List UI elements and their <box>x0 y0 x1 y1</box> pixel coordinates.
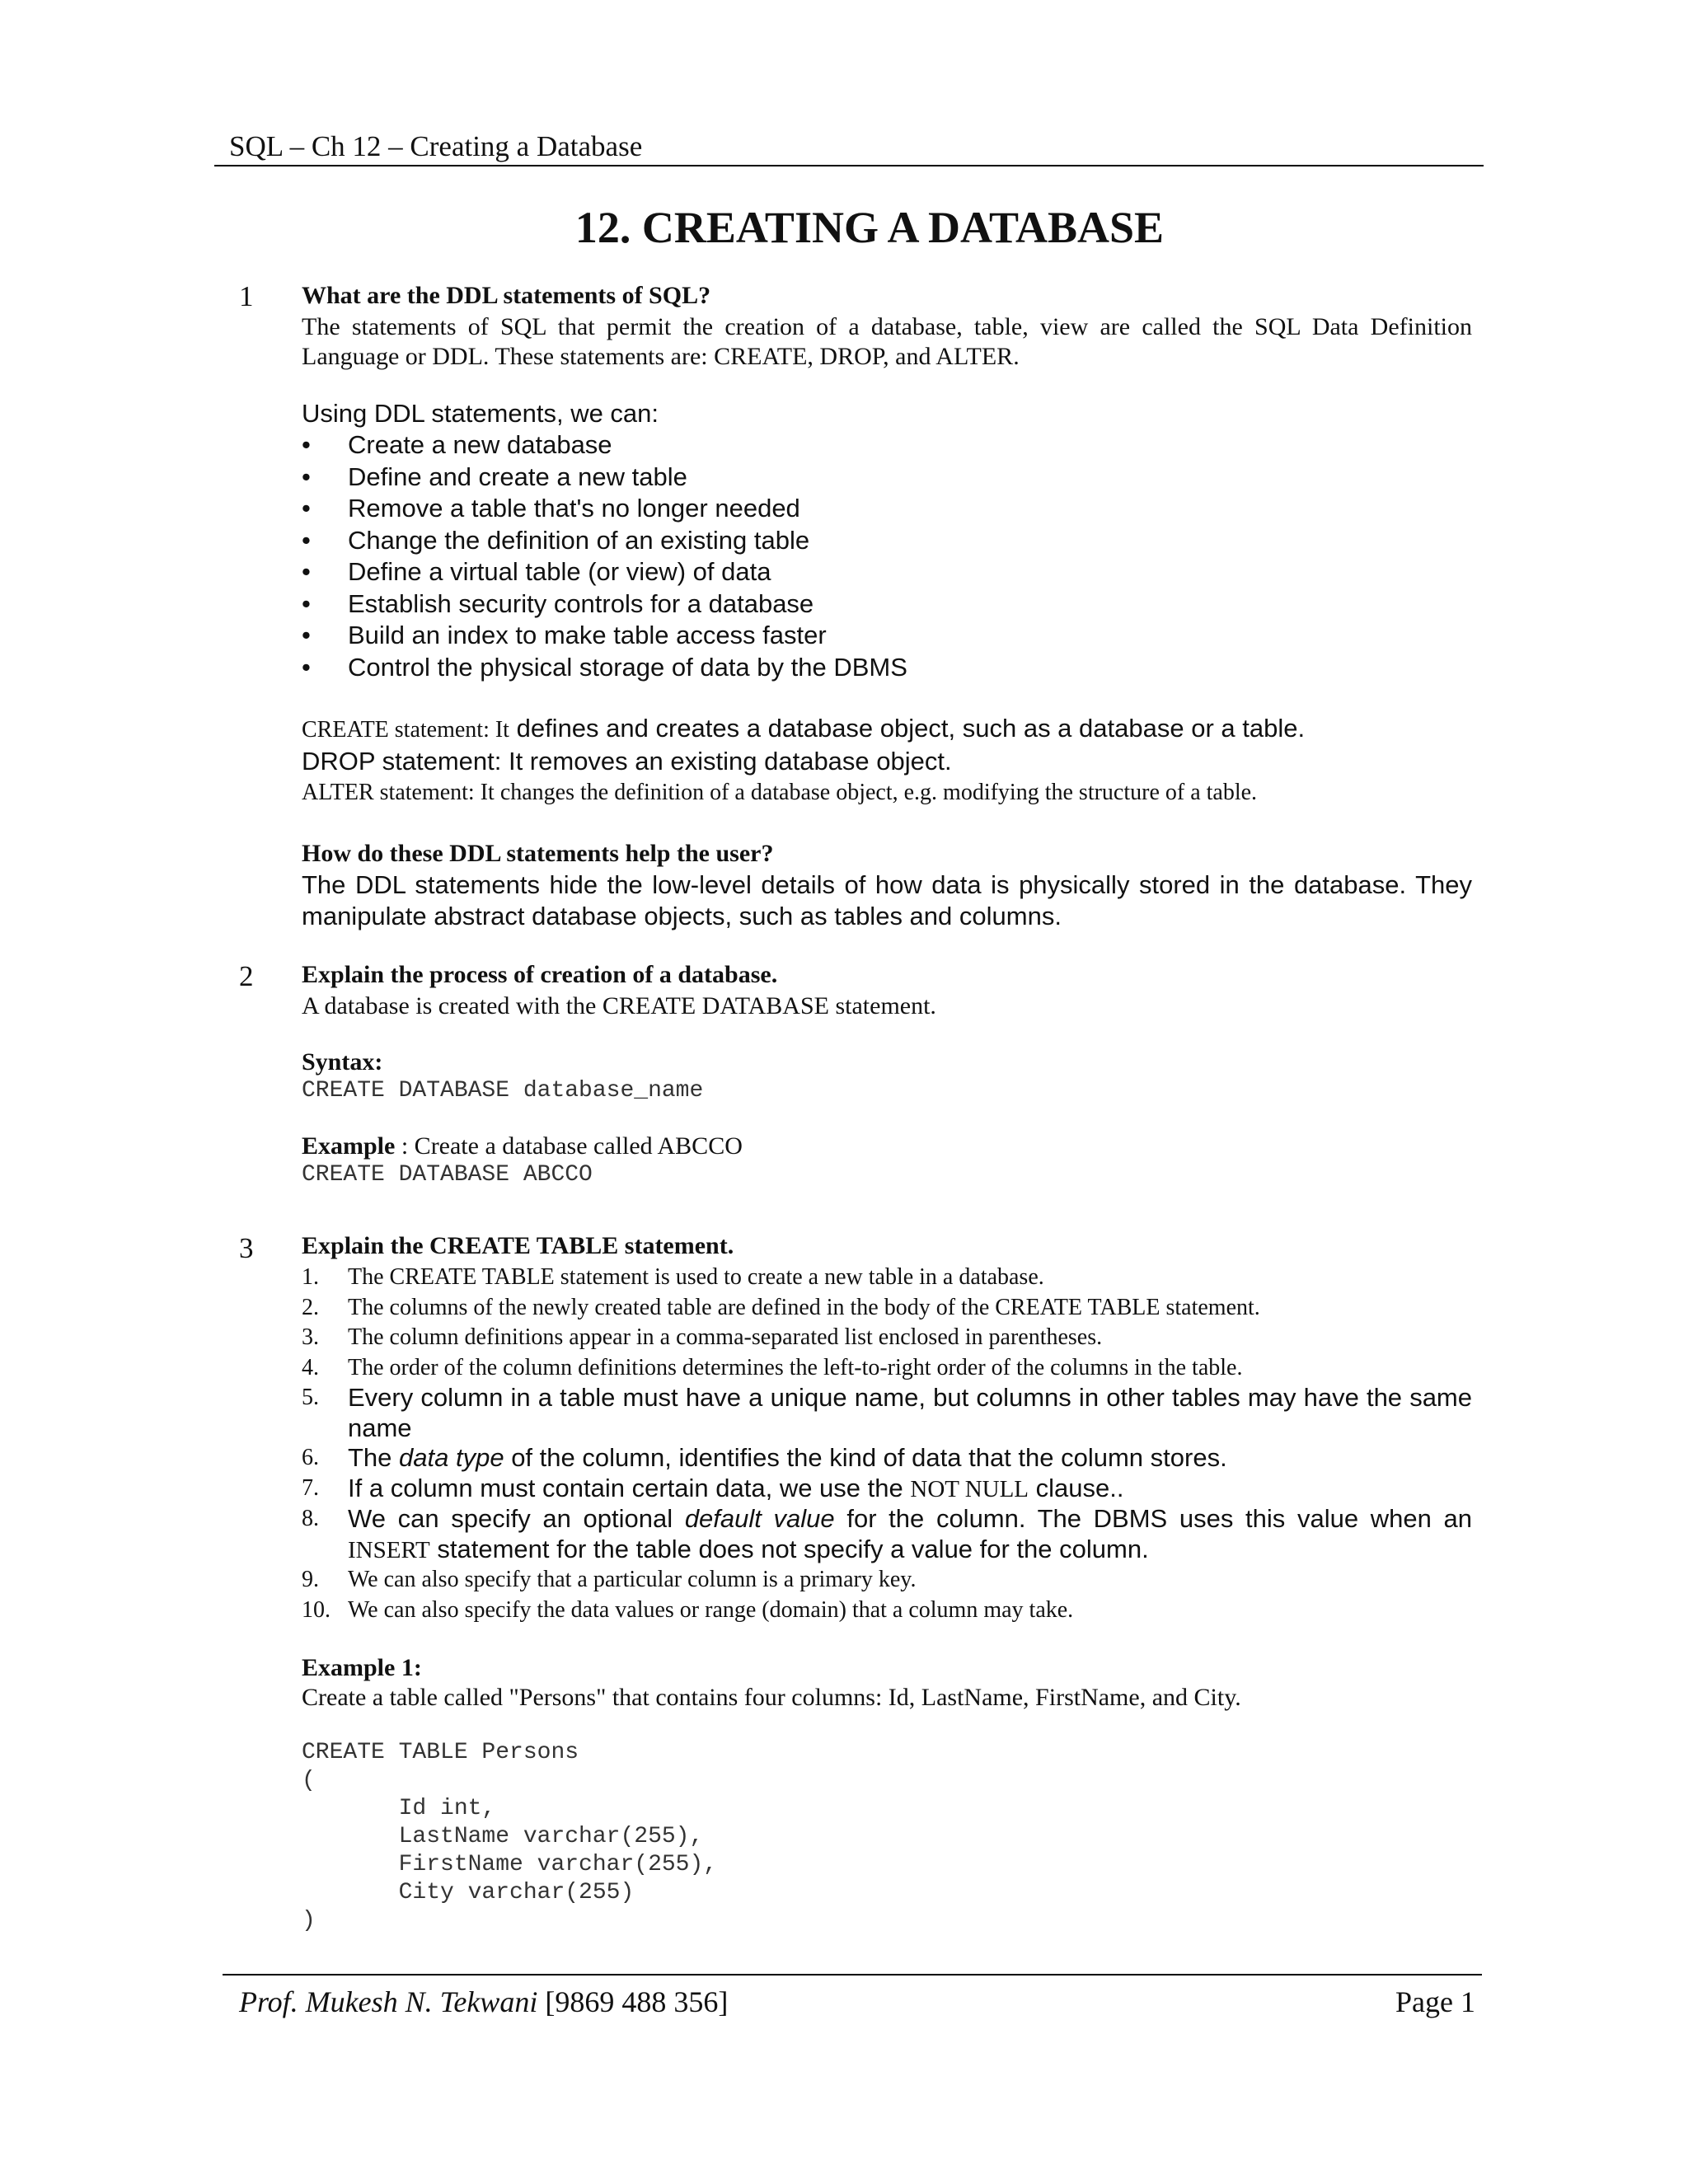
list-item: • Build an index to make table access faster <box>302 620 1472 652</box>
syntax-label: Syntax: <box>302 1048 383 1076</box>
question-1 <box>302 279 1472 932</box>
bullet-icon: • <box>302 430 311 459</box>
code-line: City varchar(255) <box>302 1880 635 1905</box>
list-item: • Define and create a new table <box>302 462 1472 494</box>
list-item: • Change the definition of an existing table <box>302 525 1472 557</box>
list-item: 10. We can also specify the data values or range (domain) that a column may take. <box>302 1596 1074 1623</box>
bullet-icon: • <box>302 588 311 618</box>
example-1-code <box>302 1739 1472 1935</box>
question-number-1: 1 <box>239 280 254 312</box>
bullet-icon: • <box>302 557 311 586</box>
list-item: 5. Every column in a table must have a unique name, but columns in other tables may have the same name <box>302 1383 1472 1442</box>
example-line: Example : Create a database called ABCCO <box>302 1132 743 1160</box>
footer-author: Prof. Mukesh N. Tekwani [9869 488 356] <box>239 1985 729 2018</box>
question-2-text: A database is created with the CREATE DATABASE statement. <box>302 992 936 1019</box>
bullet-icon: • <box>302 621 311 649</box>
example-1-text: Create a table called "Persons" that contains four columns: Id, LastName, FirstName, and City. <box>302 1684 1241 1711</box>
bullet-icon: • <box>302 462 311 491</box>
help-text: The DDL statements hide the low-level details of how data is physically stored in the database. They manipulate abstract database objects, such as tables and columns. <box>302 870 1472 930</box>
list-item: • Define a virtual table (or view) of data <box>302 556 1472 588</box>
list-item: 2. The columns of the newly created table are defined in the body of the CREATE TABLE statement. <box>302 1294 1260 1320</box>
question-3 <box>302 1230 1472 1935</box>
question-2 <box>302 958 1472 1189</box>
bullet-icon: • <box>302 652 311 682</box>
alter-statement-def: ALTER statement: It changes the definition of a database object, e.g. modifying the structure of a table. <box>302 780 1258 805</box>
create-statement-def: CREATE statement: It defines and creates a database object, such as a database or a table. <box>302 714 1306 743</box>
list-item: 9. We can also specify that a particular column is a primary key. <box>302 1567 917 1592</box>
example-1-label: Example 1: <box>302 1654 422 1681</box>
syntax-code: CREATE DATABASE database_name <box>302 1078 704 1104</box>
question-1-intro: The statements of SQL that permit the creation of a database, table, view are called the SQL Data Definition Language or DDL. These statements are: CREATE, DROP, and ALTER. <box>302 313 1472 370</box>
list-item: 4. The order of the column definitions determines the left-to-right order of the columns in the table. <box>302 1354 1243 1380</box>
statement-definitions <box>302 713 1472 808</box>
code-line: ( <box>302 1768 316 1793</box>
page-title: 12. CREATING A DATABASE <box>574 203 1165 252</box>
list-item: 3. The column definitions appear in a comma-separated list enclosed in parentheses. <box>302 1324 1103 1350</box>
code-line: FirstName varchar(255), <box>302 1852 718 1877</box>
code-line: ) <box>302 1908 316 1933</box>
question-number-2: 2 <box>239 960 254 992</box>
question-3-heading: Explain the CREATE TABLE statement. <box>302 1232 734 1259</box>
ddl-uses-list <box>302 429 1472 683</box>
ddl-uses-lead: Using DDL statements, we can: <box>302 399 659 428</box>
question-2-heading: Explain the process of creation of a database. <box>302 961 778 988</box>
list-item: 8. We can specify an optional default value for the column. The DBMS uses this value when an INSERT statement for the table does not specify a value for the column. <box>302 1504 1472 1563</box>
question-1-heading: What are the DDL statements of SQL? <box>302 282 711 309</box>
list-item: • Establish security controls for a database <box>302 588 1472 621</box>
drop-statement-def: DROP statement: It removes an existing database object. <box>302 747 952 776</box>
footer-rule <box>223 1974 1482 1975</box>
code-line: LastName varchar(255), <box>302 1824 704 1849</box>
list-item: 1. The CREATE TABLE statement is used to create a new table in a database. <box>302 1264 1044 1290</box>
running-header: SQL – Ch 12 – Creating a Database <box>229 130 643 162</box>
list-item: 7. If a column must contain certain data, we use the NOT NULL clause.. <box>302 1473 1124 1502</box>
list-item: 6. The data type of the column, identifies the kind of data that the column stores. <box>302 1443 1227 1472</box>
code-line: CREATE TABLE Persons <box>302 1740 579 1765</box>
header-rule <box>214 165 1484 166</box>
bullet-icon: • <box>302 494 311 523</box>
list-item: • Remove a table that's no longer needed <box>302 493 1472 525</box>
list-item: • Control the physical storage of data by the DBMS <box>302 652 1472 684</box>
question-number-3: 3 <box>239 1232 254 1264</box>
page-number: Page 1 <box>1395 1985 1475 2018</box>
example-code: CREATE DATABASE ABCCO <box>302 1162 593 1188</box>
bullet-icon: • <box>302 525 311 555</box>
list-item: • Create a new database <box>302 429 1472 462</box>
create-table-points <box>302 1263 1472 1625</box>
help-heading: How do these DDL statements help the user? <box>302 840 774 867</box>
code-line: Id int, <box>302 1796 496 1821</box>
